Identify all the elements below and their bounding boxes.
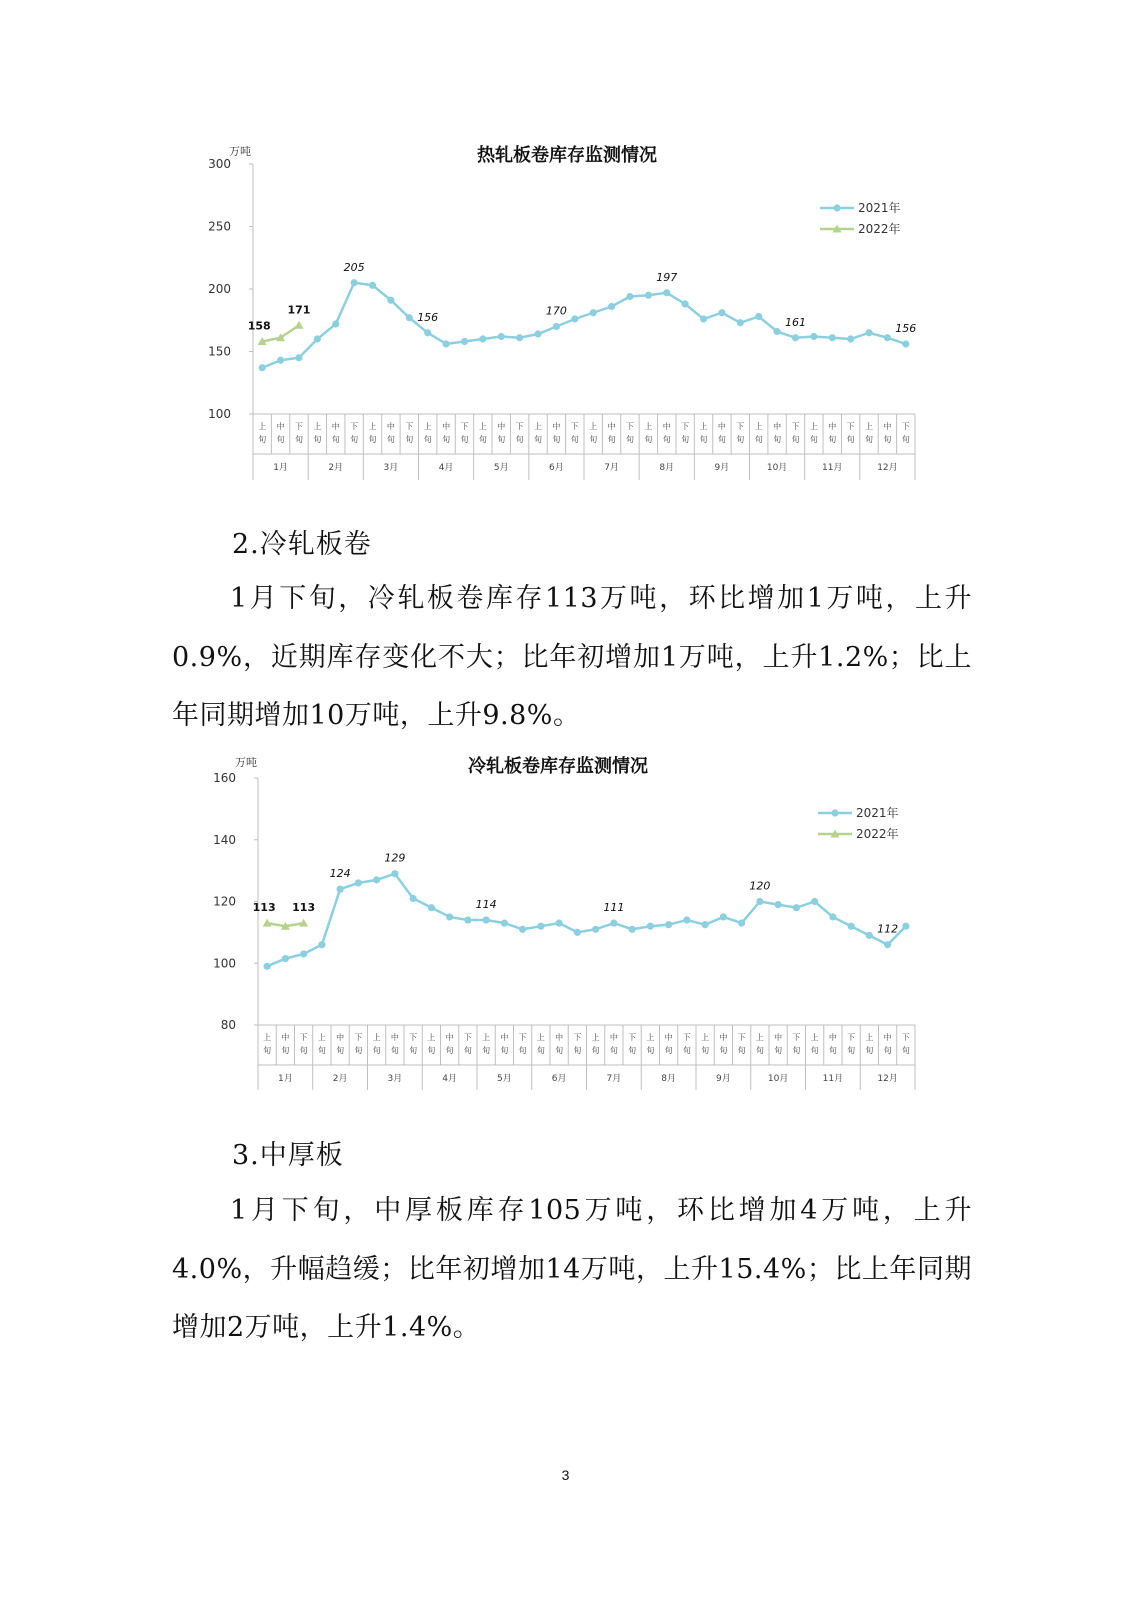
data-point (626, 293, 633, 300)
data-point (755, 313, 762, 320)
data-point (610, 920, 617, 927)
x-tick-label-bottom: 旬 (701, 1046, 710, 1055)
x-tick-label-bottom: 旬 (409, 1046, 418, 1055)
data-point (501, 920, 508, 927)
y-tick-label: 200 (208, 282, 231, 296)
x-tick-label-top: 中 (717, 422, 726, 431)
series-line-0 (262, 283, 906, 368)
x-tick-label-top: 中 (828, 1033, 837, 1042)
month-label: 11月 (822, 463, 843, 473)
data-point (702, 921, 709, 928)
month-label: 5月 (493, 463, 509, 473)
x-tick-label-bottom: 旬 (774, 1046, 783, 1055)
data-point (464, 916, 471, 923)
x-tick-label-top: 下 (628, 1033, 637, 1042)
data-point (902, 340, 909, 347)
data-point (373, 876, 380, 883)
data-point (756, 898, 763, 905)
x-tick-label-bottom: 旬 (625, 435, 634, 444)
x-tick-label-bottom: 旬 (699, 435, 708, 444)
x-tick-label-bottom: 旬 (518, 1046, 527, 1055)
x-tick-label-bottom: 旬 (258, 435, 267, 444)
x-tick-label-top: 下 (354, 1033, 363, 1042)
data-point (865, 329, 872, 336)
data-point (608, 303, 615, 310)
data-point (332, 320, 339, 327)
data-label: 112 (877, 922, 899, 936)
x-tick-label-top: 中 (774, 1033, 783, 1042)
data-point (792, 334, 799, 341)
y-axis-unit: 万吨 (229, 145, 251, 158)
x-tick-label-bottom: 旬 (773, 435, 782, 444)
data-point (259, 364, 266, 371)
month-label: 7月 (604, 463, 619, 473)
data-point (282, 955, 289, 962)
x-tick-label-top: 上 (810, 1033, 819, 1042)
legend-label: 2021年 (856, 806, 899, 820)
data-label: 113 (292, 901, 316, 915)
x-tick-label-top: 中 (331, 422, 340, 431)
data-point (300, 950, 307, 957)
data-point (683, 916, 690, 923)
x-tick-label-top: 下 (518, 1033, 527, 1042)
x-tick-label-bottom: 旬 (755, 1046, 764, 1055)
data-point (810, 333, 817, 340)
data-point (645, 292, 652, 299)
x-tick-label-top: 中 (390, 1033, 399, 1042)
data-point (446, 913, 453, 920)
x-tick-label-bottom: 旬 (847, 1046, 856, 1055)
chart-title: 冷轧板卷库存监测情况 (468, 756, 648, 777)
x-tick-label-bottom: 旬 (791, 435, 800, 444)
x-tick-label-top: 下 (682, 1033, 691, 1042)
x-tick-label-top: 上 (701, 1033, 710, 1042)
x-tick-label-bottom: 旬 (368, 435, 377, 444)
x-tick-label-top: 下 (792, 1033, 801, 1042)
x-tick-label-bottom: 旬 (515, 435, 524, 444)
month-label: 4月 (442, 1074, 457, 1084)
x-tick-label-bottom: 旬 (372, 1046, 381, 1055)
y-tick-label: 100 (208, 407, 231, 421)
x-tick-label-bottom: 旬 (536, 1046, 545, 1055)
x-tick-label-bottom: 旬 (865, 435, 874, 444)
x-tick-label-bottom: 旬 (405, 435, 414, 444)
data-point (682, 300, 689, 307)
data-point (556, 920, 563, 927)
data-point (629, 926, 636, 933)
data-point (773, 328, 780, 335)
x-tick-label-bottom: 旬 (828, 435, 837, 444)
x-tick-label-top: 下 (681, 422, 690, 431)
x-tick-label-bottom: 旬 (719, 1046, 728, 1055)
x-tick-label-bottom: 旬 (717, 435, 726, 444)
x-tick-label-bottom: 旬 (570, 435, 579, 444)
x-tick-label-top: 上 (372, 1033, 381, 1042)
chart-title: 热轧板卷库存监测情况 (477, 145, 657, 166)
x-tick-label-top: 中 (883, 422, 892, 431)
x-tick-label-top: 下 (299, 1033, 308, 1042)
data-point (574, 929, 581, 936)
x-tick-label-top: 中 (336, 1033, 345, 1042)
hot-rolled-chart-svg (0, 135, 1131, 495)
x-tick-label-top: 上 (263, 1033, 272, 1042)
x-tick-label-top: 下 (463, 1033, 472, 1042)
x-tick-label-top: 上 (865, 1033, 874, 1042)
data-point (424, 329, 431, 336)
x-tick-label-top: 下 (294, 422, 303, 431)
cold-rolled-chart-svg (0, 745, 1131, 1105)
x-tick-label-bottom: 旬 (276, 435, 285, 444)
data-label: 120 (749, 879, 771, 893)
x-tick-label-bottom: 旬 (901, 1046, 910, 1055)
x-tick-label-top: 下 (460, 422, 469, 431)
x-tick-label-top: 下 (846, 422, 855, 431)
x-tick-label-bottom: 旬 (901, 435, 910, 444)
x-tick-label-bottom: 旬 (354, 1046, 363, 1055)
data-point (428, 904, 435, 911)
month-label: 12月 (877, 1074, 898, 1084)
x-tick-label-top: 上 (313, 422, 322, 431)
data-point (811, 898, 818, 905)
x-tick-label-top: 中 (386, 422, 395, 431)
month-label: 5月 (497, 1074, 512, 1084)
x-tick-label-top: 中 (719, 1033, 728, 1042)
data-point (902, 923, 909, 930)
x-tick-label-top: 上 (699, 422, 708, 431)
data-point (314, 335, 321, 342)
x-tick-label-bottom: 旬 (883, 435, 892, 444)
data-point (829, 913, 836, 920)
y-tick-label: 250 (208, 219, 231, 234)
hot-rolled-inventory-chart (0, 135, 1131, 495)
x-tick-label-bottom: 旬 (497, 435, 506, 444)
y-axis-unit: 万吨 (235, 756, 257, 769)
x-tick-label-bottom: 旬 (865, 1046, 874, 1055)
x-tick-label-bottom: 旬 (281, 1046, 290, 1055)
x-tick-label-top: 中 (883, 1033, 892, 1042)
legend-label: 2022年 (858, 222, 901, 236)
x-tick-label-top: 下 (409, 1033, 418, 1042)
x-tick-label-bottom: 旬 (628, 1046, 637, 1055)
x-tick-label-bottom: 旬 (662, 435, 671, 444)
data-label: 156 (417, 310, 439, 324)
data-point (571, 315, 578, 322)
month-label: 10月 (766, 463, 788, 473)
x-tick-label-bottom: 旬 (810, 1046, 819, 1055)
data-point (442, 340, 449, 347)
y-tick-label: 80 (220, 1018, 236, 1032)
x-tick-label-bottom: 旬 (427, 1046, 436, 1055)
data-point (884, 941, 891, 948)
x-tick-label-top: 中 (662, 422, 671, 431)
x-tick-label-top: 中 (828, 422, 837, 431)
month-label: 7月 (606, 1074, 622, 1084)
data-point (647, 923, 654, 930)
x-tick-label-bottom: 旬 (478, 435, 487, 444)
data-point (406, 314, 413, 321)
month-label: 12月 (877, 463, 898, 473)
x-tick-label-top: 上 (755, 1033, 764, 1042)
x-tick-label-top: 上 (865, 422, 874, 431)
page-number: 3 (561, 1467, 570, 1483)
x-tick-label-bottom: 旬 (460, 435, 469, 444)
x-tick-label-top: 下 (737, 1033, 746, 1042)
month-label: 2月 (332, 1074, 348, 1084)
data-point (884, 334, 891, 341)
x-tick-label-top: 下 (405, 422, 414, 431)
data-point (829, 334, 836, 341)
data-label: 161 (784, 315, 806, 329)
y-tick-label: 160 (213, 771, 236, 785)
x-tick-label-bottom: 旬 (534, 435, 543, 444)
month-label: 11月 (822, 1074, 844, 1084)
x-tick-label-top: 上 (646, 1033, 655, 1042)
month-label: 8月 (659, 463, 675, 473)
data-label: 129 (384, 851, 406, 865)
data-point (737, 319, 744, 326)
data-label: 158 (247, 319, 271, 333)
data-point (775, 901, 782, 908)
x-tick-label-top: 下 (570, 422, 579, 431)
x-tick-label-top: 下 (625, 422, 634, 431)
data-point (847, 335, 854, 342)
x-tick-label-top: 上 (478, 422, 487, 431)
x-tick-label-bottom: 旬 (589, 435, 598, 444)
x-tick-label-bottom: 旬 (350, 435, 359, 444)
data-point (391, 870, 398, 877)
x-tick-label-bottom: 旬 (754, 435, 763, 444)
data-point (553, 323, 560, 330)
data-point (410, 895, 417, 902)
data-point (663, 289, 670, 296)
month-label: 6月 (549, 463, 564, 473)
x-tick-label-top: 上 (589, 422, 598, 431)
section-paragraph-medium-plate: 1月下旬，中厚板库存105万吨，环比增加4万吨，上升4.0%，升幅趋缓；比年初增加14万吨，上升15.4%；比上年同期增加2万吨，上升1.4%。 (172, 1195, 972, 1343)
data-point (264, 963, 271, 970)
month-label: 3月 (387, 1074, 403, 1084)
x-tick-label-bottom: 旬 (828, 1046, 837, 1055)
x-tick-label-top: 中 (500, 1033, 509, 1042)
legend-label: 2022年 (856, 827, 899, 841)
section-heading-medium-plate: 3.中厚板 (232, 1140, 344, 1171)
x-tick-label-bottom: 旬 (609, 1046, 618, 1055)
x-tick-label-top: 中 (552, 422, 561, 431)
data-label: 170 (545, 304, 567, 318)
data-point (665, 921, 672, 928)
month-label: 2月 (328, 463, 344, 473)
data-point (848, 923, 855, 930)
data-point (277, 357, 284, 364)
x-tick-label-top: 中 (609, 1033, 618, 1042)
x-tick-label-top: 上 (536, 1033, 545, 1042)
data-label: 113 (252, 901, 276, 915)
x-tick-label-bottom: 旬 (607, 435, 616, 444)
data-point (318, 941, 325, 948)
x-tick-label-top: 上 (534, 422, 543, 431)
x-tick-label-top: 上 (423, 422, 432, 431)
y-tick-label: 120 (213, 894, 236, 909)
x-tick-label-top: 下 (791, 422, 800, 431)
x-tick-label-top: 上 (427, 1033, 436, 1042)
section-heading-cold-rolled: 2.冷轧板卷 (232, 529, 372, 560)
x-tick-label-bottom: 旬 (883, 1046, 892, 1055)
legend-label: 2021年 (858, 201, 901, 215)
x-tick-label-top: 中 (664, 1033, 673, 1042)
x-tick-label-bottom: 旬 (555, 1046, 564, 1055)
x-tick-label-bottom: 旬 (552, 435, 561, 444)
data-label: 205 (343, 260, 365, 274)
x-tick-label-bottom: 旬 (809, 435, 818, 444)
x-tick-label-bottom: 旬 (294, 435, 303, 444)
data-point (519, 926, 526, 933)
x-tick-label-top: 下 (901, 422, 910, 431)
data-point (369, 282, 376, 289)
x-tick-label-top: 下 (573, 1033, 582, 1042)
x-tick-label-bottom: 旬 (299, 1046, 308, 1055)
x-tick-label-bottom: 旬 (423, 435, 432, 444)
data-label: 111 (603, 901, 625, 915)
x-tick-label-top: 中 (442, 422, 451, 431)
data-point (337, 886, 344, 893)
data-point (592, 926, 599, 933)
x-tick-label-bottom: 旬 (442, 435, 451, 444)
x-tick-label-bottom: 旬 (317, 1046, 326, 1055)
x-tick-label-top: 中 (773, 422, 782, 431)
data-point (461, 338, 468, 345)
data-point (590, 309, 597, 316)
x-tick-label-top: 上 (591, 1033, 600, 1042)
x-tick-label-bottom: 旬 (386, 435, 395, 444)
section-paragraph-cold-rolled: 1月下旬，冷轧板卷库存113万吨，环比增加1万吨，上升0.9%，近期库存变化不大；比年初增加1万吨，上升1.2%；比上年同期增加10万吨，上升9.8%。 (172, 583, 972, 731)
x-tick-label-top: 上 (317, 1033, 326, 1042)
month-label: 6月 (551, 1074, 567, 1084)
data-point (483, 916, 490, 923)
data-point (479, 335, 486, 342)
y-tick-label: 100 (213, 956, 236, 971)
y-tick-label: 150 (208, 344, 231, 359)
x-tick-label-top: 中 (607, 422, 616, 431)
data-point (866, 932, 873, 939)
x-tick-label-bottom: 旬 (644, 435, 653, 444)
data-point (516, 334, 523, 341)
data-label: 197 (656, 270, 678, 284)
data-point (793, 904, 800, 911)
data-point (295, 354, 302, 361)
data-point (700, 315, 707, 322)
data-label: 171 (287, 303, 311, 317)
x-tick-label-bottom: 旬 (313, 435, 322, 444)
legend-marker (831, 809, 838, 816)
x-tick-label-bottom: 旬 (390, 1046, 399, 1055)
data-point (294, 321, 303, 329)
y-tick-label: 300 (208, 157, 231, 171)
x-tick-label-bottom: 旬 (682, 1046, 691, 1055)
data-label: 114 (475, 898, 497, 912)
x-tick-label-top: 上 (368, 422, 377, 431)
data-point (498, 333, 505, 340)
x-tick-label-top: 中 (276, 422, 285, 431)
x-tick-label-bottom: 旬 (482, 1046, 491, 1055)
x-tick-label-bottom: 旬 (573, 1046, 582, 1055)
x-tick-label-bottom: 旬 (463, 1046, 472, 1055)
series-line-0 (267, 874, 906, 967)
data-point (537, 923, 544, 930)
data-point (720, 913, 727, 920)
data-point (534, 330, 541, 337)
data-label: 124 (329, 867, 351, 881)
x-tick-label-bottom: 旬 (792, 1046, 801, 1055)
x-tick-label-bottom: 旬 (263, 1046, 272, 1055)
data-point (738, 920, 745, 927)
data-point (387, 297, 394, 304)
data-point (718, 309, 725, 316)
x-tick-label-bottom: 旬 (736, 435, 745, 444)
x-tick-label-bottom: 旬 (445, 1046, 454, 1055)
x-tick-label-top: 中 (445, 1033, 454, 1042)
x-tick-label-bottom: 旬 (846, 435, 855, 444)
month-label: 9月 (716, 1074, 731, 1084)
x-tick-label-top: 中 (281, 1033, 290, 1042)
month-label: 1月 (273, 463, 288, 473)
x-tick-label-top: 上 (754, 422, 763, 431)
x-tick-label-bottom: 旬 (664, 1046, 673, 1055)
x-tick-label-top: 中 (497, 422, 506, 431)
month-label: 9月 (714, 463, 730, 473)
legend-marker (833, 204, 840, 211)
y-tick-label: 140 (213, 832, 236, 847)
x-tick-label-bottom: 旬 (331, 435, 340, 444)
x-tick-label-top: 上 (809, 422, 818, 431)
x-tick-label-top: 下 (350, 422, 359, 431)
x-tick-label-top: 下 (736, 422, 745, 431)
x-tick-label-top: 上 (644, 422, 653, 431)
x-tick-label-bottom: 旬 (681, 435, 690, 444)
x-tick-label-top: 上 (482, 1033, 491, 1042)
data-point (351, 279, 358, 286)
month-label: 3月 (383, 463, 399, 473)
x-tick-label-bottom: 旬 (591, 1046, 600, 1055)
month-label: 8月 (661, 1074, 676, 1084)
cold-rolled-inventory-chart (0, 745, 1131, 1105)
x-tick-label-top: 下 (847, 1033, 856, 1042)
month-label: 4月 (438, 463, 454, 473)
x-tick-label-bottom: 旬 (500, 1046, 509, 1055)
data-label: 156 (895, 322, 917, 335)
month-label: 10月 (767, 1074, 789, 1084)
x-tick-label-bottom: 旬 (737, 1046, 746, 1055)
x-tick-label-top: 下 (515, 422, 524, 431)
data-point (355, 879, 362, 886)
x-tick-label-top: 上 (258, 422, 267, 431)
x-tick-label-top: 中 (555, 1033, 564, 1042)
month-label: 1月 (278, 1074, 293, 1084)
x-tick-label-top: 下 (901, 1033, 910, 1042)
x-tick-label-bottom: 旬 (646, 1046, 655, 1055)
x-tick-label-bottom: 旬 (336, 1046, 345, 1055)
